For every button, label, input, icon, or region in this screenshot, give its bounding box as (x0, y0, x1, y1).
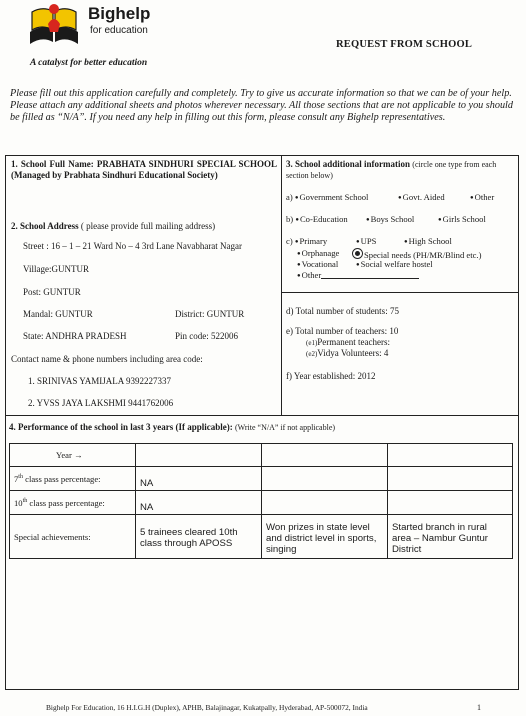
school-address-heading (11, 221, 215, 232)
contact-item: 2. YVSS JAYA LAKSHMI 9441762006 (28, 398, 174, 408)
school-name-field (11, 159, 277, 181)
row-label-sup: th (18, 473, 23, 480)
column-divider (281, 155, 282, 415)
option-orphanage: ● Orphanage (297, 248, 339, 260)
table-cell-value: Started branch in rural area – Nambur Guntur District (388, 515, 513, 559)
option-girls-school: ● Girls School (438, 214, 486, 226)
instructions-text: Please fill out this application carefully and completely. Try to give us accurate information so that we can be of your help. Please attach any additional sheets and photos wherever necessary. All those sections that are not applicable to you should be filled as “N/A”. If you need any help in filling out this form, please consult any Bighelp representatives. (10, 88, 513, 123)
additional-info-label: 3. School additional information (286, 159, 411, 169)
brand-subtitle: for education (90, 25, 148, 36)
students-field: d) Total number of students: 75 (286, 306, 399, 316)
page-number: 1 (477, 703, 481, 712)
option-boys-school: ● Boys School (366, 214, 414, 226)
school-address-hint: ( please provide full mailing address) (80, 221, 216, 231)
table-cell (262, 467, 388, 491)
option-primary: ● Primary (295, 236, 327, 246)
table-cell-value: 5 trainees cleared 10th class through APOSS (136, 515, 262, 559)
bighelp-logo (26, 2, 82, 46)
level-type-row (286, 236, 327, 248)
row-label-sup: th (22, 497, 28, 504)
school-name-value: PRABHATA SINDHURI SPECIAL SCHOOL (Managed by Prabhata Sindhuri Educational Society) (11, 159, 278, 180)
additional-info-heading (286, 159, 516, 181)
volunteers-prefix: (e2) (306, 350, 318, 358)
year-cell (262, 444, 388, 467)
contact-label: Contact name & phone numbers including area code: (11, 354, 203, 364)
row-prefix: a) (286, 192, 293, 202)
row-label-num: 10 (14, 497, 23, 508)
table-cell (388, 467, 513, 491)
performance-table (9, 443, 513, 559)
volunteers-field (306, 348, 388, 360)
volunteers-label: Vidya Volunteers: 4 (317, 348, 389, 358)
table-row (10, 444, 513, 467)
option-co-education: ● Co-Education (295, 214, 347, 224)
selected-circle-icon (352, 248, 363, 259)
table-row (10, 515, 513, 559)
row-label-text: class pass percentage: (29, 497, 105, 508)
year-cell (136, 444, 262, 467)
performance-heading (9, 422, 335, 433)
state-field: State: ANDHRA PRADESH (23, 331, 127, 341)
option-other-level (297, 270, 419, 282)
row-label-7th (10, 467, 136, 491)
contact-item: 1. SRINIVAS YAMIJALA 9392227337 (28, 376, 172, 386)
option-vocational: ● Vocational (297, 259, 338, 271)
village-field: Village:GUNTUR (23, 264, 89, 274)
post-field: Post: GUNTUR (23, 287, 81, 297)
option-govt-aided: ● Govt. Aided (398, 192, 445, 204)
option-social-welfare-hostel: ● Social welfare hostel (356, 259, 433, 271)
street-field: Street : 16 – 1 – 21 Ward No – 4 3rd Lane Navabharat Nagar (23, 241, 243, 251)
option-ups: ● UPS (356, 236, 376, 248)
option-special-needs: Special needs (PH/MR/Blind etc.) (364, 250, 482, 260)
permanent-label: Permanent teachers: (317, 337, 390, 347)
right-section-divider (281, 292, 519, 293)
option-government-school: ● Government School (295, 192, 369, 202)
option-other-type: ● Other (470, 192, 494, 204)
table-cell-value: Won prizes in state level and district level in sports, singing (262, 515, 388, 559)
performance-hint: (Write “N/A” if not applicable) (234, 423, 336, 432)
option-other-label: ● Other (297, 270, 321, 280)
pincode-field: Pin code: 522006 (175, 331, 238, 341)
table-cell-value: NA (136, 467, 262, 491)
mandal-field: Mandal: GUNTUR (23, 309, 93, 319)
school-type-row (286, 192, 368, 204)
row-label-text: class pass percentage: (25, 473, 101, 484)
footer-address: Bighelp For Education, 16 H.I.G.H (Duplex), APHB, Balajinagar, Kukatpally, Hyderabad, AP-500072, India (46, 703, 368, 712)
additional-info-hint: (circle one type from each section below) (286, 160, 497, 180)
table-cell (262, 491, 388, 515)
row-prefix: c) (286, 236, 293, 246)
permanent-prefix: (e1) (306, 339, 318, 347)
special-achievements-label: Special achievements: (10, 515, 136, 559)
table-row (10, 467, 513, 491)
table-cell (388, 491, 513, 515)
option-high-school: ● High School (404, 236, 452, 248)
performance-label: 4. Performance of the school in last 3 years (If applicable): (9, 422, 233, 432)
other-blank-line (321, 270, 419, 279)
year-established-field: f) Year established: 2012 (286, 371, 376, 381)
row-prefix: b) (286, 214, 294, 224)
section-divider (5, 415, 519, 416)
district-field: District: GUNTUR (175, 309, 245, 319)
year-header-cell: Year → (10, 444, 136, 467)
row-label-10th (10, 491, 136, 515)
year-cell (388, 444, 513, 467)
table-cell-value: NA (136, 491, 262, 515)
teachers-field: e) Total number of teachers: 10 (286, 326, 399, 336)
school-name-label: 1. School Full Name: (11, 159, 94, 169)
brand-name: Bighelp (88, 4, 151, 23)
table-row (10, 491, 513, 515)
school-address-label: 2. School Address (11, 221, 79, 231)
form-title: REQUEST FROM SCHOOL (336, 39, 473, 50)
row-label-num: 7 (14, 473, 19, 484)
gender-type-row (286, 214, 348, 226)
tagline: A catalyst for better education (30, 58, 148, 68)
